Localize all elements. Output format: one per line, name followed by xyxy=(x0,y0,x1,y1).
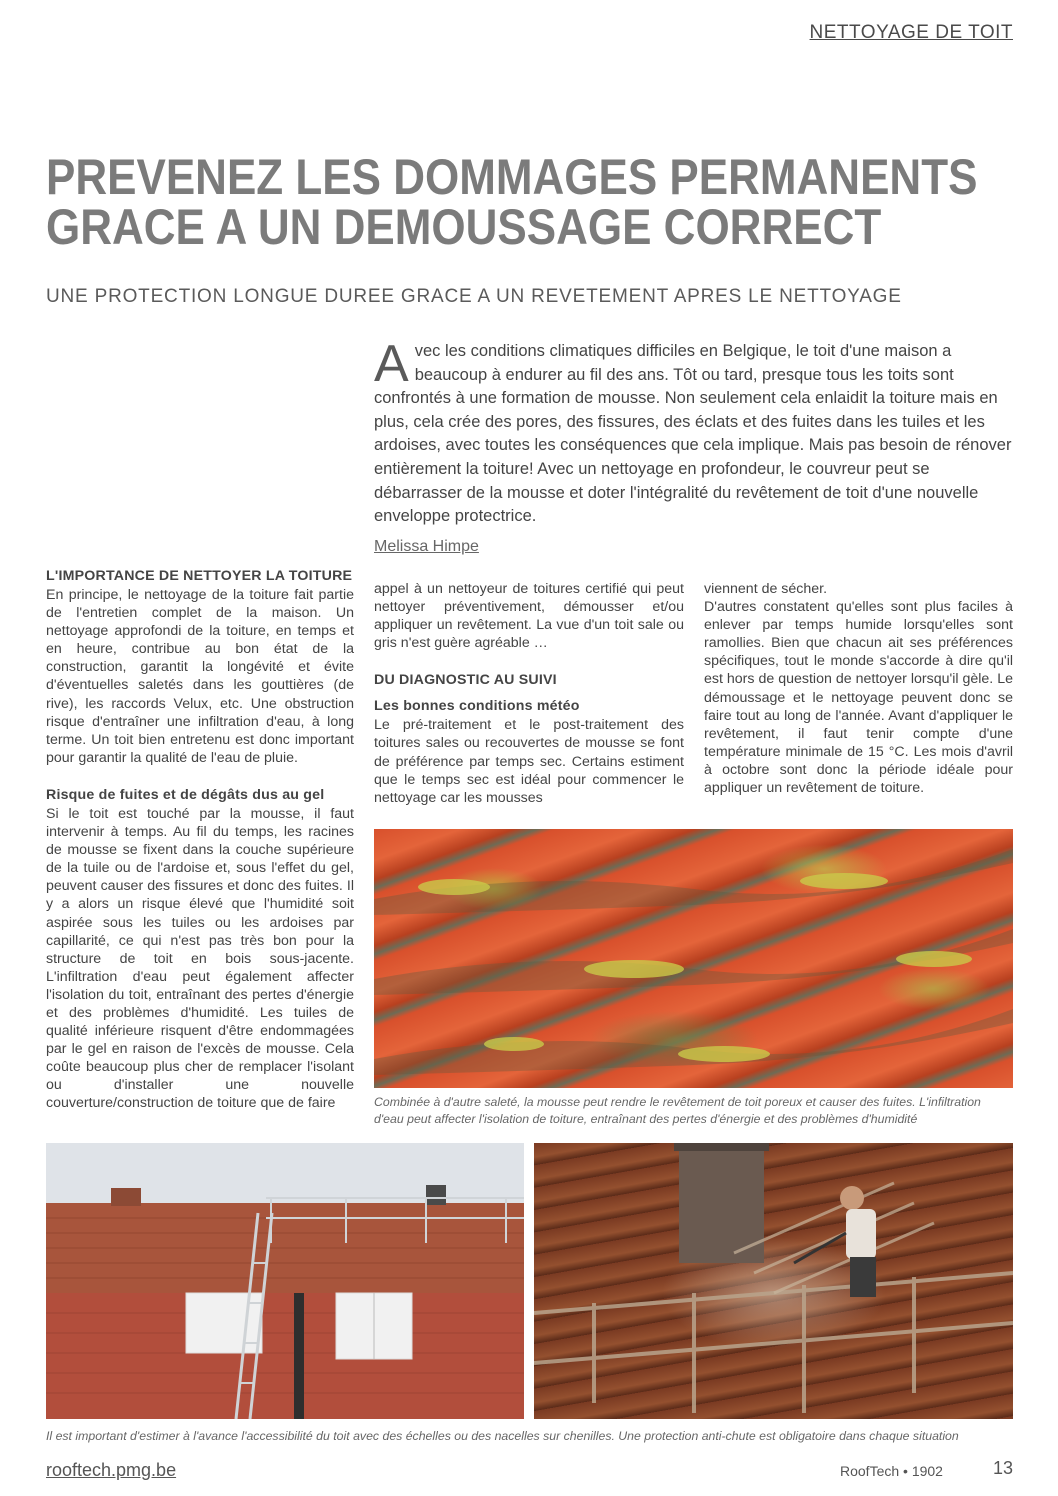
page-number: 13 xyxy=(993,1458,1014,1478)
photo-caption-access: Il est important d'estimer à l'avance l'accessibilité du toit avec des échelles ou des nacelles sur chenilles. Une protection anti-chute est obligatoire dans chaque situation xyxy=(46,1429,959,1443)
body-paragraph: D'autres constatent qu'elles sont plus faciles à enlever par temps humide lorsqu'elles sont ramollies. Bien que chacun ait ses préférences spécifiques, tout le monde s'accorde à dire qu'il est hors de question de nettoyer lorsqu'il gèle. Le démoussage et le nettoyage peuvent donc se faire tout au long de l'année. Avant d'appliquer le revêtement, il faut tenir compte d'une température minimale de 15 °C. Les mois d'avril à octobre sont donc la période idéale pour appliquer un revêtement de toiture. xyxy=(704,599,1013,797)
section-heading-diagnostic: DU DIAGNOSTIC AU SUIVI xyxy=(374,672,557,689)
moss-roof-photo xyxy=(374,829,1013,1088)
roof-cleaning-worker-photo xyxy=(534,1143,1013,1419)
house-illustration xyxy=(46,1143,524,1419)
subheading-frost-risk: Risque de fuites et de dégâts dus au gel xyxy=(46,786,325,803)
worker-illustration xyxy=(534,1143,1013,1419)
website-link[interactable]: rooftech.pmg.be xyxy=(46,1460,177,1480)
text-column-2 xyxy=(374,580,684,807)
headline-line-1: PREVENEZ LES DOMMAGES PERMANENTS xyxy=(46,149,978,205)
intro-paragraph xyxy=(374,335,1014,529)
headline-line-2: GRACE A UN DEMOUSSAGE CORRECT xyxy=(46,199,882,255)
photo-caption-moss: Combinée à d'autre saleté, la mousse peut rendre le revêtement de toit poreux et causer des fuites. L'infiltration d'eau peut affecter l'isolation de toiture, entraînant des pertes d'énergie et des problèmes d'humidité xyxy=(374,1095,981,1126)
subheadline: UNE PROTECTION LONGUE DUREE GRACE A UN REVETEMENT APRES LE NETTOYAGE xyxy=(46,286,902,307)
text-column-3 xyxy=(704,580,1013,797)
author-byline: Melissa Himpe xyxy=(374,538,479,555)
house-facade-photo xyxy=(46,1143,524,1419)
text-column-1 xyxy=(46,566,354,1113)
body-paragraph: Si le toit est touché par la mousse, il faut intervenir à temps. Au fil du temps, les racines de mousse se fixent dans la couche supérieure de la tuile ou de l'ardoise et, sous l'effet du gel, peuvent causer des fissures et donc des fuites. Il y a alors un risque élevé que l'humidité soit aspirée sous les tuiles ou les ardoises par capillarité, ce qui n'est pas très bon pour la structure de toit en bois sous-jacente. L'infiltration d'eau peut également affecter l'isolation du toit, entraînant des pertes d'énergie et des problèmes d'humidité. Les tuiles de qualité inférieure risquent d'être endommagées par le gel en raison de l'excès de mousse. Cela coûte beaucoup plus cher de remplacer l'isolant ou d'installer une nouvelle couverture/construction de toiture que de faire xyxy=(46,805,354,1112)
body-paragraph: Le pré-traitement et le post-traitement des toitures sales ou recouvertes de mousse se font de préférence par temps sec. Certains estiment que le temps sec est idéal pour commencer le nettoyage car les mousses xyxy=(374,717,684,806)
intro-text: vec les conditions climatiques difficiles en Belgique, le toit d'une maison a beaucoup à endurer au fil des ans. Tôt ou tard, presque tous les toits sont confrontés à une formation de mousse. Non seulement cela enlaidit la toiture mais en plus, cela crée des pores, des fissures, des éclats et des fuites dans les tuiles et les ardoises, avec toutes les conséquences que cela implique. Mais pas besoin de rénover entièrement la toiture! Avec un nettoyage en profondeur, le couvreur peut se débarrasser de la mousse et doter l'intégralité du revêtement de toit d'une nouvelle enveloppe protectrice. xyxy=(374,342,1012,526)
subheading-weather: Les bonnes conditions météo xyxy=(374,698,580,715)
headline xyxy=(46,149,978,255)
drop-cap: A xyxy=(374,335,409,393)
section-heading-importance: L'IMPORTANCE DE NETTOYER LA TOITURE xyxy=(46,568,353,584)
moss-tiles-illustration xyxy=(374,829,1013,1088)
body-paragraph: En principe, le nettoyage de la toiture fait partie de l'entretien complet de la maison. Un nettoyage approfondi de la toiture, en temps et en heure, contribue au bon état de la construction, garantit la longévité et évite d'éventuelles saletés dans les gouttières (de rive), les raccords Velux, etc. Une obstruction risque d'entraîner une infiltration d'eau, à long terme. Un toit bien entretenu est donc important pour garantir la qualité de l'eau de pluie. xyxy=(46,587,354,766)
section-label: NETTOYAGE DE TOIT xyxy=(809,22,1013,43)
body-paragraph: viennent de sécher. xyxy=(704,581,828,597)
body-paragraph: appel à un nettoyeur de toitures certifié qui peut nettoyer préventivement, démousser et/ou appliquer un revêtement. La vue d'un toit sale ou gris n'est guère agréable … xyxy=(374,581,684,652)
publication-issue: RoofTech • 1902 xyxy=(840,1463,943,1479)
